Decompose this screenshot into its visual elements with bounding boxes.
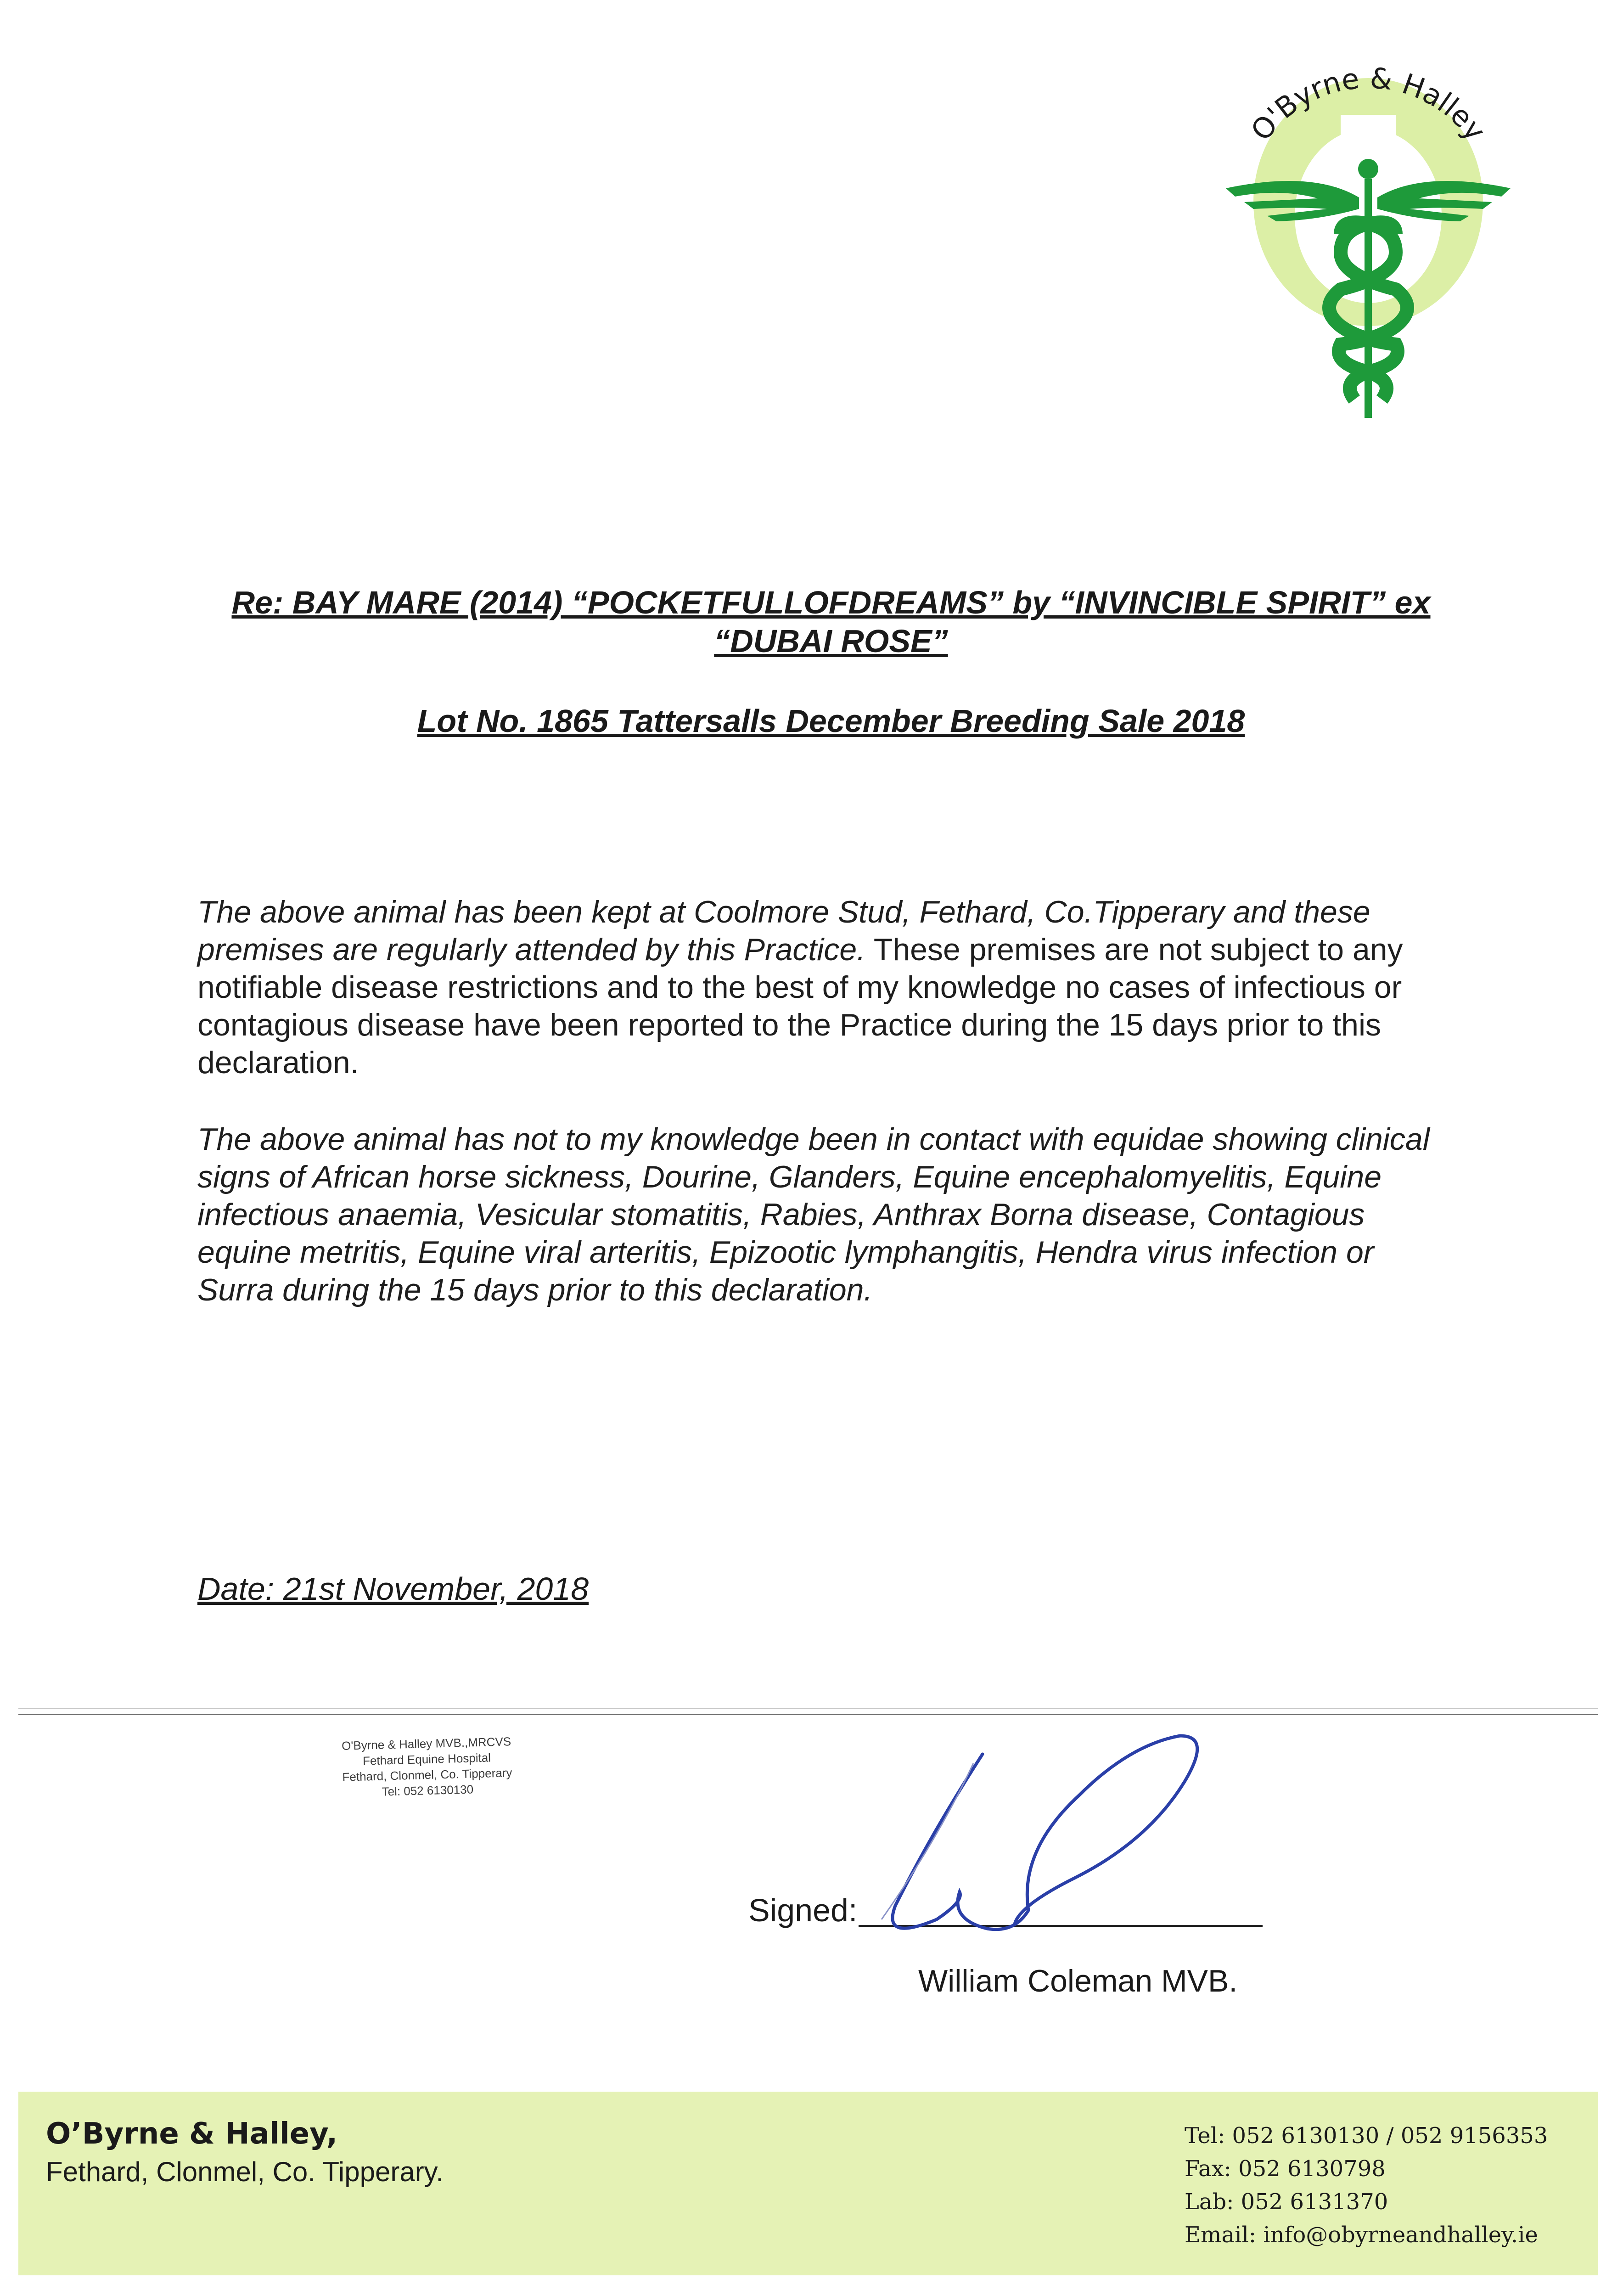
paragraph-premises-regular: These premises are not subject to any notifiable disease restrictions and to the best of my knowledge no cases of infectious or contagious disease have been reported to the Practice during the 15 days prior to this declaration. <box>197 932 1403 1080</box>
re-heading-line2: “DUBAI ROSE” <box>714 623 948 659</box>
stamp-line: O'Byrne & Halley MVB.,MRCVS <box>341 1734 511 1753</box>
practice-stamp <box>320 1733 533 1801</box>
lot-heading: Lot No. 1865 Tattersalls December Breeding Sale 2018 <box>417 703 1245 739</box>
letterhead-footer <box>18 2092 1598 2275</box>
handwritten-signature <box>863 1727 1230 1942</box>
separator-line-faint <box>18 1708 1598 1709</box>
obyrne-halley-logo <box>1203 51 1533 445</box>
footer-tel: Tel: 052 6130130 / 052 9156353 <box>1185 2123 1548 2149</box>
re-heading <box>193 583 1469 660</box>
signer-name: William Coleman MVB. <box>918 1964 1238 1998</box>
stamp-line: Tel: 052 6130130 <box>382 1782 474 1799</box>
signed-label: Signed: <box>748 1892 858 1928</box>
footer-contacts <box>1185 2119 1548 2251</box>
footer-email: Email: info@obyrneandhalley.ie <box>1185 2222 1538 2248</box>
stamp-line: Fethard Equine Hospital <box>362 1750 491 1768</box>
separator-line <box>18 1714 1598 1715</box>
declaration-date: Date: 21st November, 2018 <box>197 1571 589 1607</box>
footer-company-name: O’Byrne & Halley, <box>46 2117 338 2151</box>
logo-arc-text: O'Byrne & Halley <box>1244 61 1493 147</box>
paragraph-premises <box>197 893 1446 1081</box>
paragraph-disease-contact: The above animal has not to my knowledge been in contact with equidae showing clinical signs of African horse sickness, Dourine, Glanders, Equine encephalomyelitis, Equine infectious anaemia, Vesicular stomatitis, Rabies, Anthrax Borna disease, Contagious equine metritis, Equine viral arteritis, Epizootic lymphangitis, Hendra virus infection or Surra during the 15 days prior to this declaration. <box>197 1122 1430 1307</box>
paragraph-premises-italic: The above animal has been kept at Coolmore Stud, Fethard, Co.Tipperary and these premises are regularly attended by this Practice. <box>197 895 1370 967</box>
stamp-line: Fethard, Clonmel, Co. Tipperary <box>342 1766 512 1784</box>
footer-lab: Lab: 052 6131370 <box>1185 2189 1388 2215</box>
footer-address: Fethard, Clonmel, Co. Tipperary. <box>46 2156 444 2187</box>
footer-fax: Fax: 052 6130798 <box>1185 2156 1386 2182</box>
re-heading-line1: Re: BAY MARE (2014) “POCKETFULLOFDREAMS” by “INVINCIBLE SPIRIT” ex <box>231 585 1431 620</box>
